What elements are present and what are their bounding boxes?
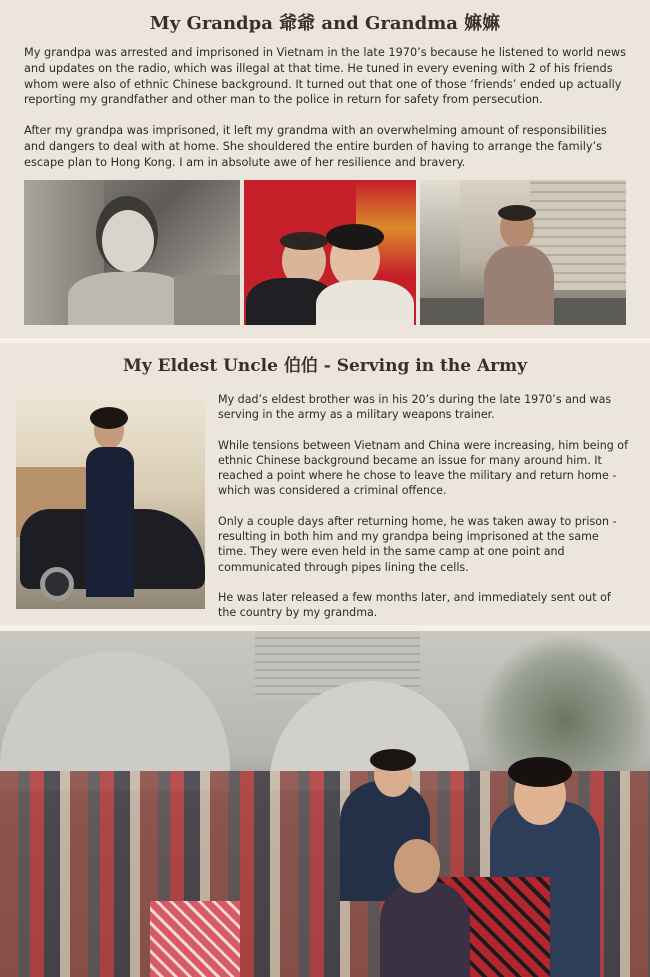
uncle-paragraph-4: He was later released a few months later, and immediately sent out of the country by my grandma. — [218, 590, 611, 620]
uncle-text-block — [218, 392, 630, 636]
uncle-paragraph-2: While tensions between Vietnam and China were increasing, him being of ethnic Chinese background became an issue for many around him. It reached a point where he chose to leave the military and return home - which was considered a criminal offence. — [218, 438, 628, 498]
grandparents-couple-photo — [244, 180, 416, 325]
section-title-uncle: My Eldest Uncle 伯伯 - Serving in the Army — [123, 356, 527, 376]
grandpa-photo — [24, 180, 240, 325]
uncle-photo — [16, 397, 205, 609]
grandparents-paragraph-1: My grandpa was arrested and imprisoned in Vietnam in the late 1970’s because he listened to world news and updates on the radio, which was illegal at that time. He tuned in every evening with 2 of his friends whom were also of ethnic Chinese background. It turned out that one of those ‘friends’ ended up actually reporting my grandfather and other man to the police in return for safety from persecution. — [24, 46, 627, 107]
section-title-grandparents: My Grandpa 爺爺 and Grandma 嫲嫲 — [149, 13, 501, 34]
uncle-paragraph-3: Only a couple days after returning home, he was taken away to prison - resulting in both him and my grandpa being imprisoned at the same time. They were even held in the same camp at one point and communicated through pipes lining the cells. — [218, 514, 617, 574]
grandparents-section — [0, 0, 650, 338]
uncle-paragraph-1: My dad’s eldest brother was in his 20’s during the late 1970’s and was serving in the army as a military weapons trainer. — [218, 393, 612, 422]
grandma-photo — [420, 180, 626, 325]
grandparents-paragraph-2: After my grandpa was imprisoned, it left my grandma with an overwhelming amount of responsibilities and dangers to deal with at home. She shouldered the entire burden of having to arrange the family’s escape plan to Hong Kong. I am in absolute awe of her resilience and bravery. — [24, 124, 607, 169]
refugee-camp-photo — [0, 631, 650, 977]
